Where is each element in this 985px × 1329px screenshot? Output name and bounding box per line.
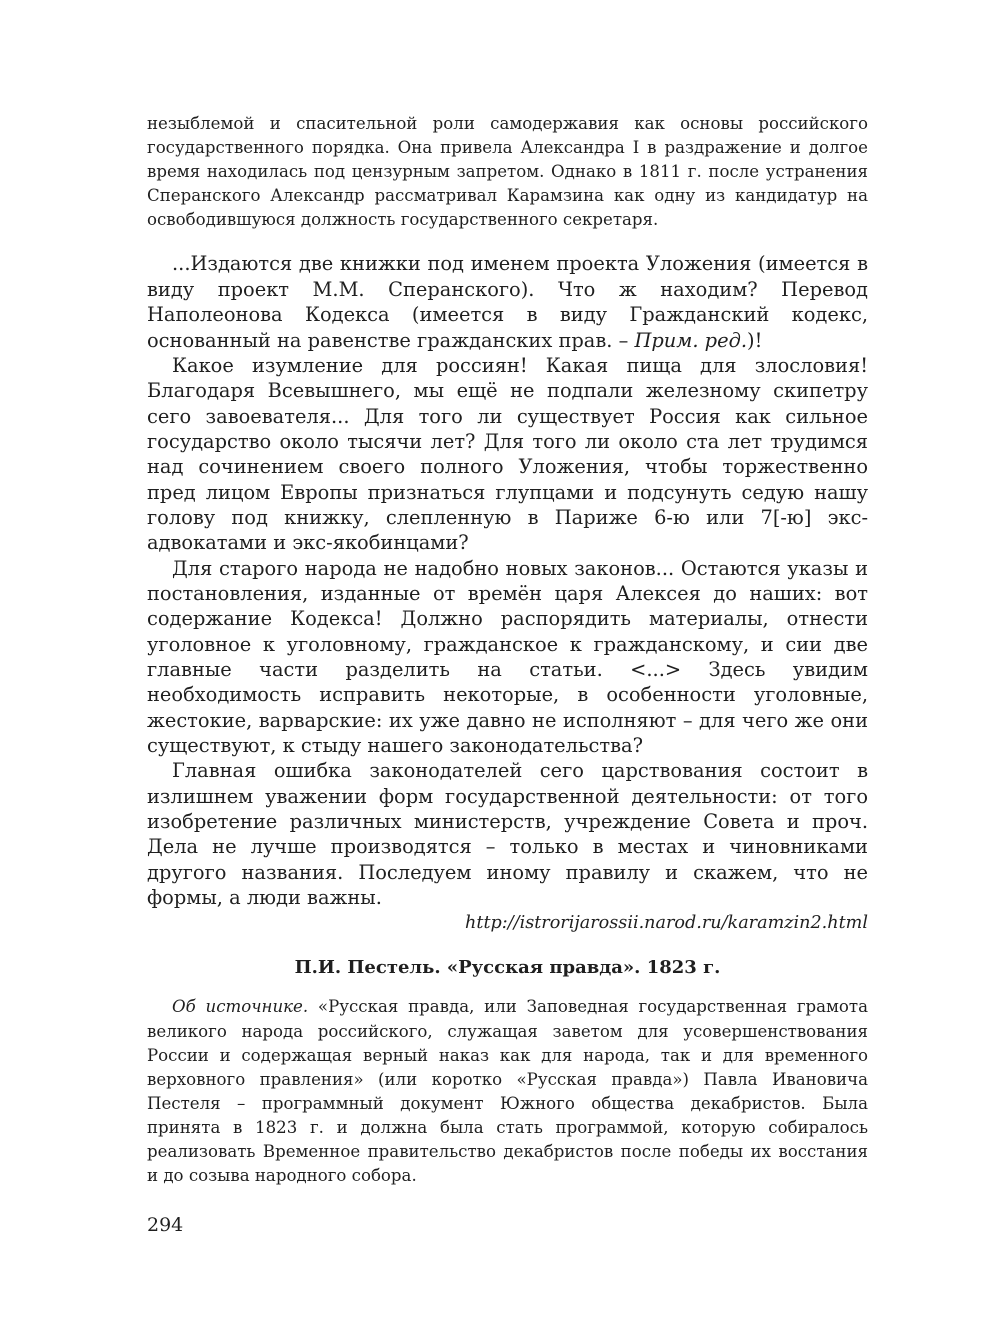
quote-paragraph-1-text: ...Издаются две книжки под именем проекта Уложения (имеется в виду проект М.М. Сперанского). Что ж находим? Перевод Наполеонова Кодекса (имеется в виду Гражданский кодекс, основанный на равенстве гражданских прав. – xyxy=(147,252,868,352)
about-source xyxy=(147,995,868,1188)
section-heading: П.И. Пестель. «Русская правда». 1823 г. xyxy=(294,957,721,979)
quote-paragraph-1 xyxy=(147,251,868,352)
quote-paragraph-3: Для старого народа не надобно новых законов... Остаются указы и постановления, изданные от времён царя Алексея до наших: вот содержание Кодекса! Должно распорядить материалы, отнести уголовное к уголовному, гражданское к гражданскому, и сии две главные части разделить на статьи. <...> Здесь увидим необходимость исправить некоторые, в особенности уголовные, жестокие, варварские: их уже давно не исполняют – для чего же они существуют, к стыду нашего законодательства? xyxy=(147,556,868,757)
quote-paragraph-2: Какое изумление для россиян! Какая пища для злословия! Благодаря Всевышнего, мы ещё не подпали железному скипетру сего завоевателя... Для того ли существует Россия как сильное государство около тысячи лет? Для того ли около ста лет трудимся над сочинением своего полного Уложения, чтобы торжественно пред лицом Европы признаться глупцами и подсунуть седую нашу голову под книжку, слепленную в Париже 6-ю или 7[-ю] экс-адвокатами и экс-якобинцами? xyxy=(147,353,868,555)
page-number: 294 xyxy=(147,1214,184,1236)
editor-note: Прим. ред. xyxy=(634,328,748,352)
karamzin-quote xyxy=(147,251,868,910)
about-source-lead: Об источнике. xyxy=(172,997,309,1017)
about-source-text: «Русская правда, или Заповедная государственная грамота великого народа российского, служащая заветом для усовершенствования России и содержащая верный наказ как для народа, так и для временного верховного правления» (или коротко «Русская правда») Павла Ивановича Пестеля – программный документ Южного общества декабристов. Была принята в 1823 г. и должна была стать программой, которую собиралось реализовать Временное правительство декабристов после победы их восстания и до созыва народного собора. xyxy=(147,997,868,1186)
about-source-paragraph xyxy=(147,995,868,1188)
intro-paragraph: незыблемой и спасительной роли самодержавия как основы российского государственного порядка. Она привела Александра I в раздражение и долгое время находилась под цензурным запретом. Однако в 1811 г. после устранения Сперанского Александр рассматривал Карамзина как одну из кандидатур на освободившуюся должность государственного секретаря. xyxy=(147,114,868,230)
quote-paragraph-4: Главная ошибка законодателей сего царствования состоит в излишнем уважении форм государственной деятельности: от того изобретение различных министерств, учреждение Совета и проч. Дела не лучше производятся – только в местах и чиновниками другого названия. Последуем иному правилу и скажем, что не формы, а люди важны. xyxy=(147,759,868,910)
quote-paragraph-1-end: )! xyxy=(747,328,763,352)
page-body xyxy=(147,112,868,1188)
source-url: http://istrorijarossii.narod.ru/karamzin2.html xyxy=(465,913,868,934)
